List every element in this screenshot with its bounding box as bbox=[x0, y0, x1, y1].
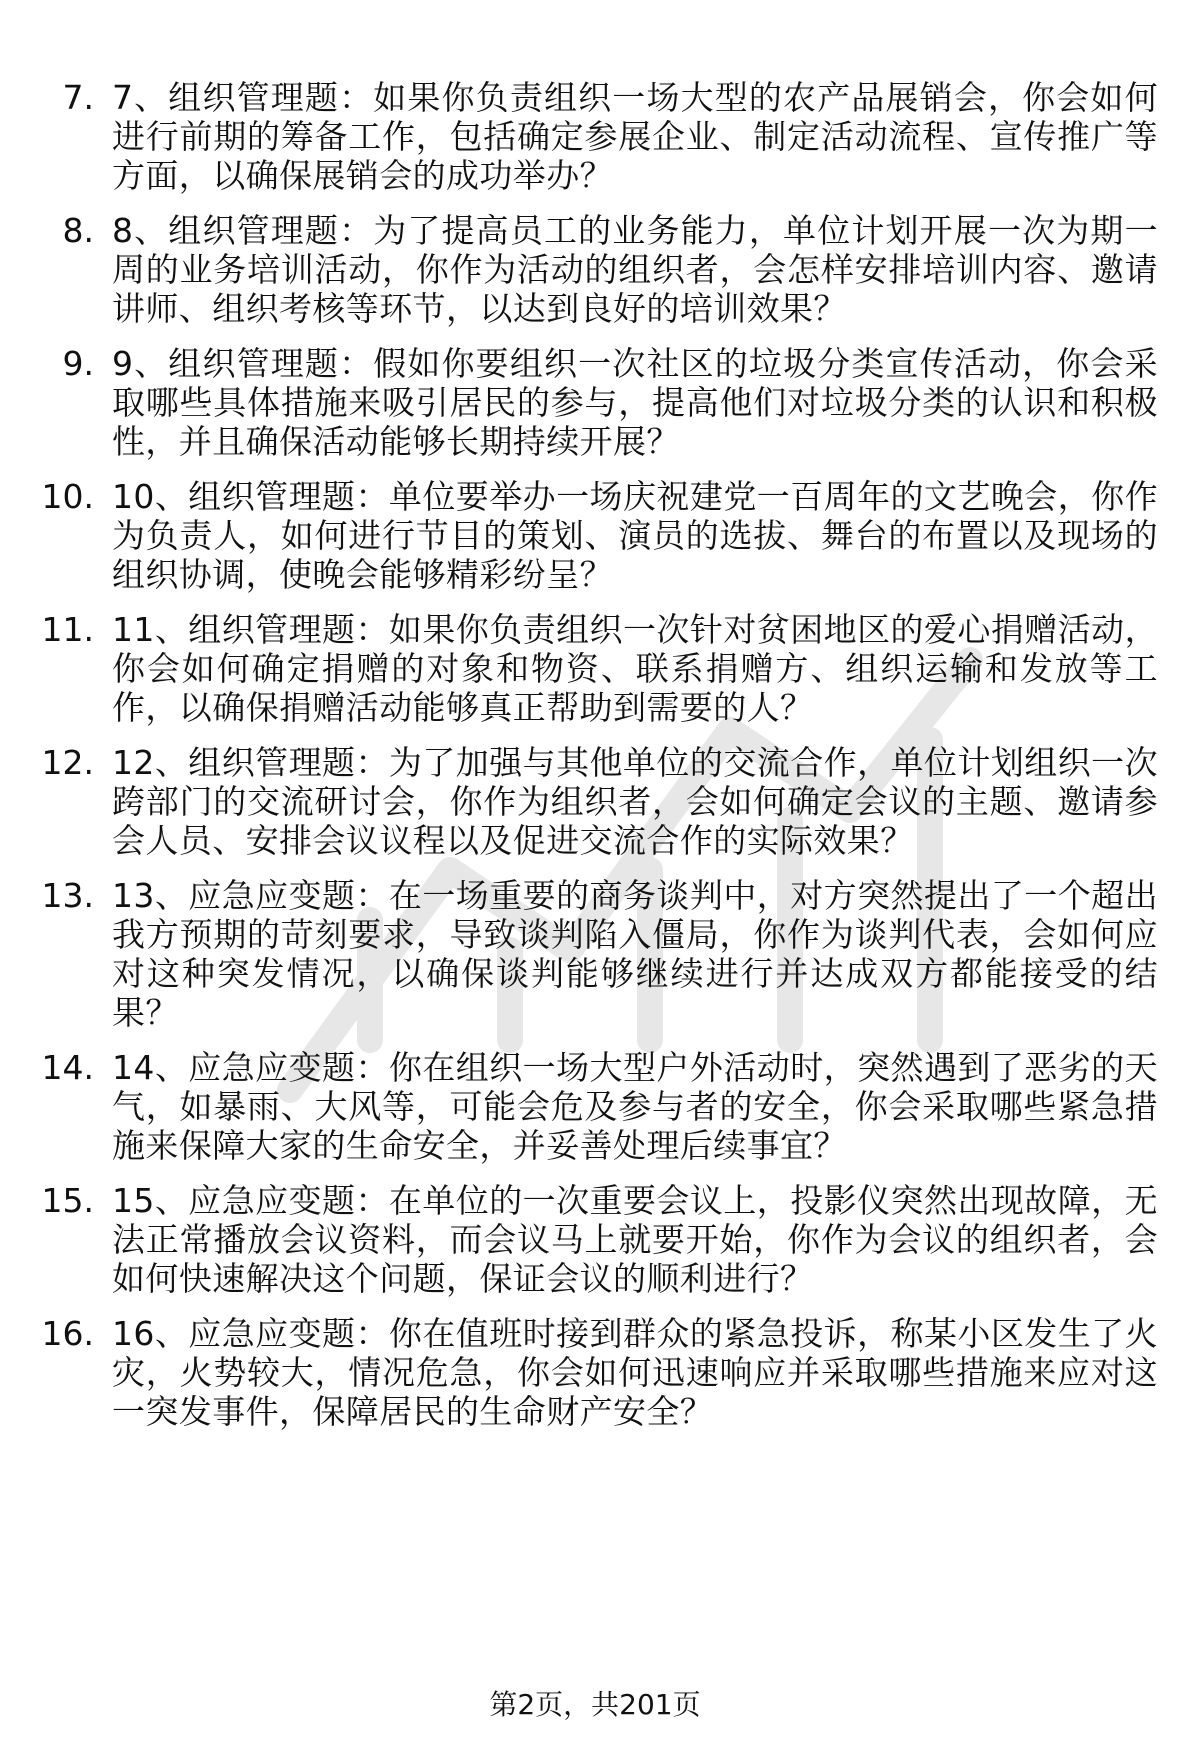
question-item bbox=[0, 1314, 1190, 1431]
question-text: 7、组织管理题：如果你负责组织一场大型的农产品展销会，你会如何进行前期的筹备工作，包括确定参展企业、制定活动流程、宣传推广等方面，以确保展销会的成功举办？ bbox=[112, 78, 1158, 195]
question-item bbox=[0, 743, 1190, 860]
question-number: 14. bbox=[41, 1048, 94, 1087]
question-number: 16. bbox=[41, 1314, 94, 1353]
question-item bbox=[0, 876, 1190, 1032]
question-text: 13、应急应变题：在一场重要的商务谈判中，对方突然提出了一个超出我方预期的苛刻要求，导致谈判陷入僵局，你作为谈判代表，会如何应对这种突发情况，以确保谈判能够继续进行并达成双方都能接受的结果？ bbox=[112, 876, 1158, 1032]
question-number: 8. bbox=[62, 211, 94, 250]
question-number: 10. bbox=[41, 477, 94, 516]
question-item bbox=[0, 211, 1190, 328]
question-item bbox=[0, 344, 1190, 461]
question-list bbox=[0, 78, 1190, 1447]
question-item bbox=[0, 78, 1190, 195]
question-text: 15、应急应变题：在单位的一次重要会议上，投影仪突然出现故障，无法正常播放会议资料，而会议马上就要开始，你作为会议的组织者，会如何快速解决这个问题，保证会议的顺利进行？ bbox=[112, 1181, 1158, 1298]
question-item bbox=[0, 1048, 1190, 1165]
question-text: 12、组织管理题：为了加强与其他单位的交流合作，单位计划组织一次跨部门的交流研讨会，你作为组织者，会如何确定会议的主题、邀请参会人员、安排会议议程以及促进交流合作的实际效果？ bbox=[112, 743, 1158, 860]
question-number: 11. bbox=[41, 610, 94, 649]
page-footer: 第2页，共201页 bbox=[489, 1688, 701, 1721]
question-text: 14、应急应变题：你在组织一场大型户外活动时，突然遇到了恶劣的天气，如暴雨、大风等，可能会危及参与者的安全，你会采取哪些紧急措施来保障大家的生命安全，并妥善处理后续事宜？ bbox=[112, 1048, 1158, 1165]
question-number: 7. bbox=[62, 78, 94, 117]
question-text: 11、组织管理题：如果你负责组织一次针对贫困地区的爱心捐赠活动，你会如何确定捐赠的对象和物资、联系捐赠方、组织运输和发放等工作，以确保捐赠活动能够真正帮助到需要的人？ bbox=[112, 610, 1158, 727]
question-item bbox=[0, 610, 1190, 727]
question-number: 12. bbox=[41, 743, 94, 782]
question-text: 10、组织管理题：单位要举办一场庆祝建党一百周年的文艺晚会，你作为负责人，如何进行节目的策划、演员的选拔、舞台的布置以及现场的组织协调，使晚会能够精彩纷呈？ bbox=[112, 477, 1158, 594]
question-item bbox=[0, 1181, 1190, 1298]
question-number: 9. bbox=[62, 344, 94, 383]
question-text: 16、应急应变题：你在值班时接到群众的紧急投诉，称某小区发生了火灾，火势较大，情况危急，你会如何迅速响应并采取哪些措施来应对这一突发事件，保障居民的生命财产安全？ bbox=[112, 1314, 1158, 1431]
question-text: 9、组织管理题：假如你要组织一次社区的垃圾分类宣传活动，你会采取哪些具体措施来吸引居民的参与，提高他们对垃圾分类的认识和积极性，并且确保活动能够长期持续开展？ bbox=[112, 344, 1158, 461]
question-number: 15. bbox=[41, 1181, 94, 1220]
question-text: 8、组织管理题：为了提高员工的业务能力，单位计划开展一次为期一周的业务培训活动，你作为活动的组织者，会怎样安排培训内容、邀请讲师、组织考核等环节，以达到良好的培训效果？ bbox=[112, 211, 1158, 328]
question-item bbox=[0, 477, 1190, 594]
question-number: 13. bbox=[41, 876, 94, 915]
